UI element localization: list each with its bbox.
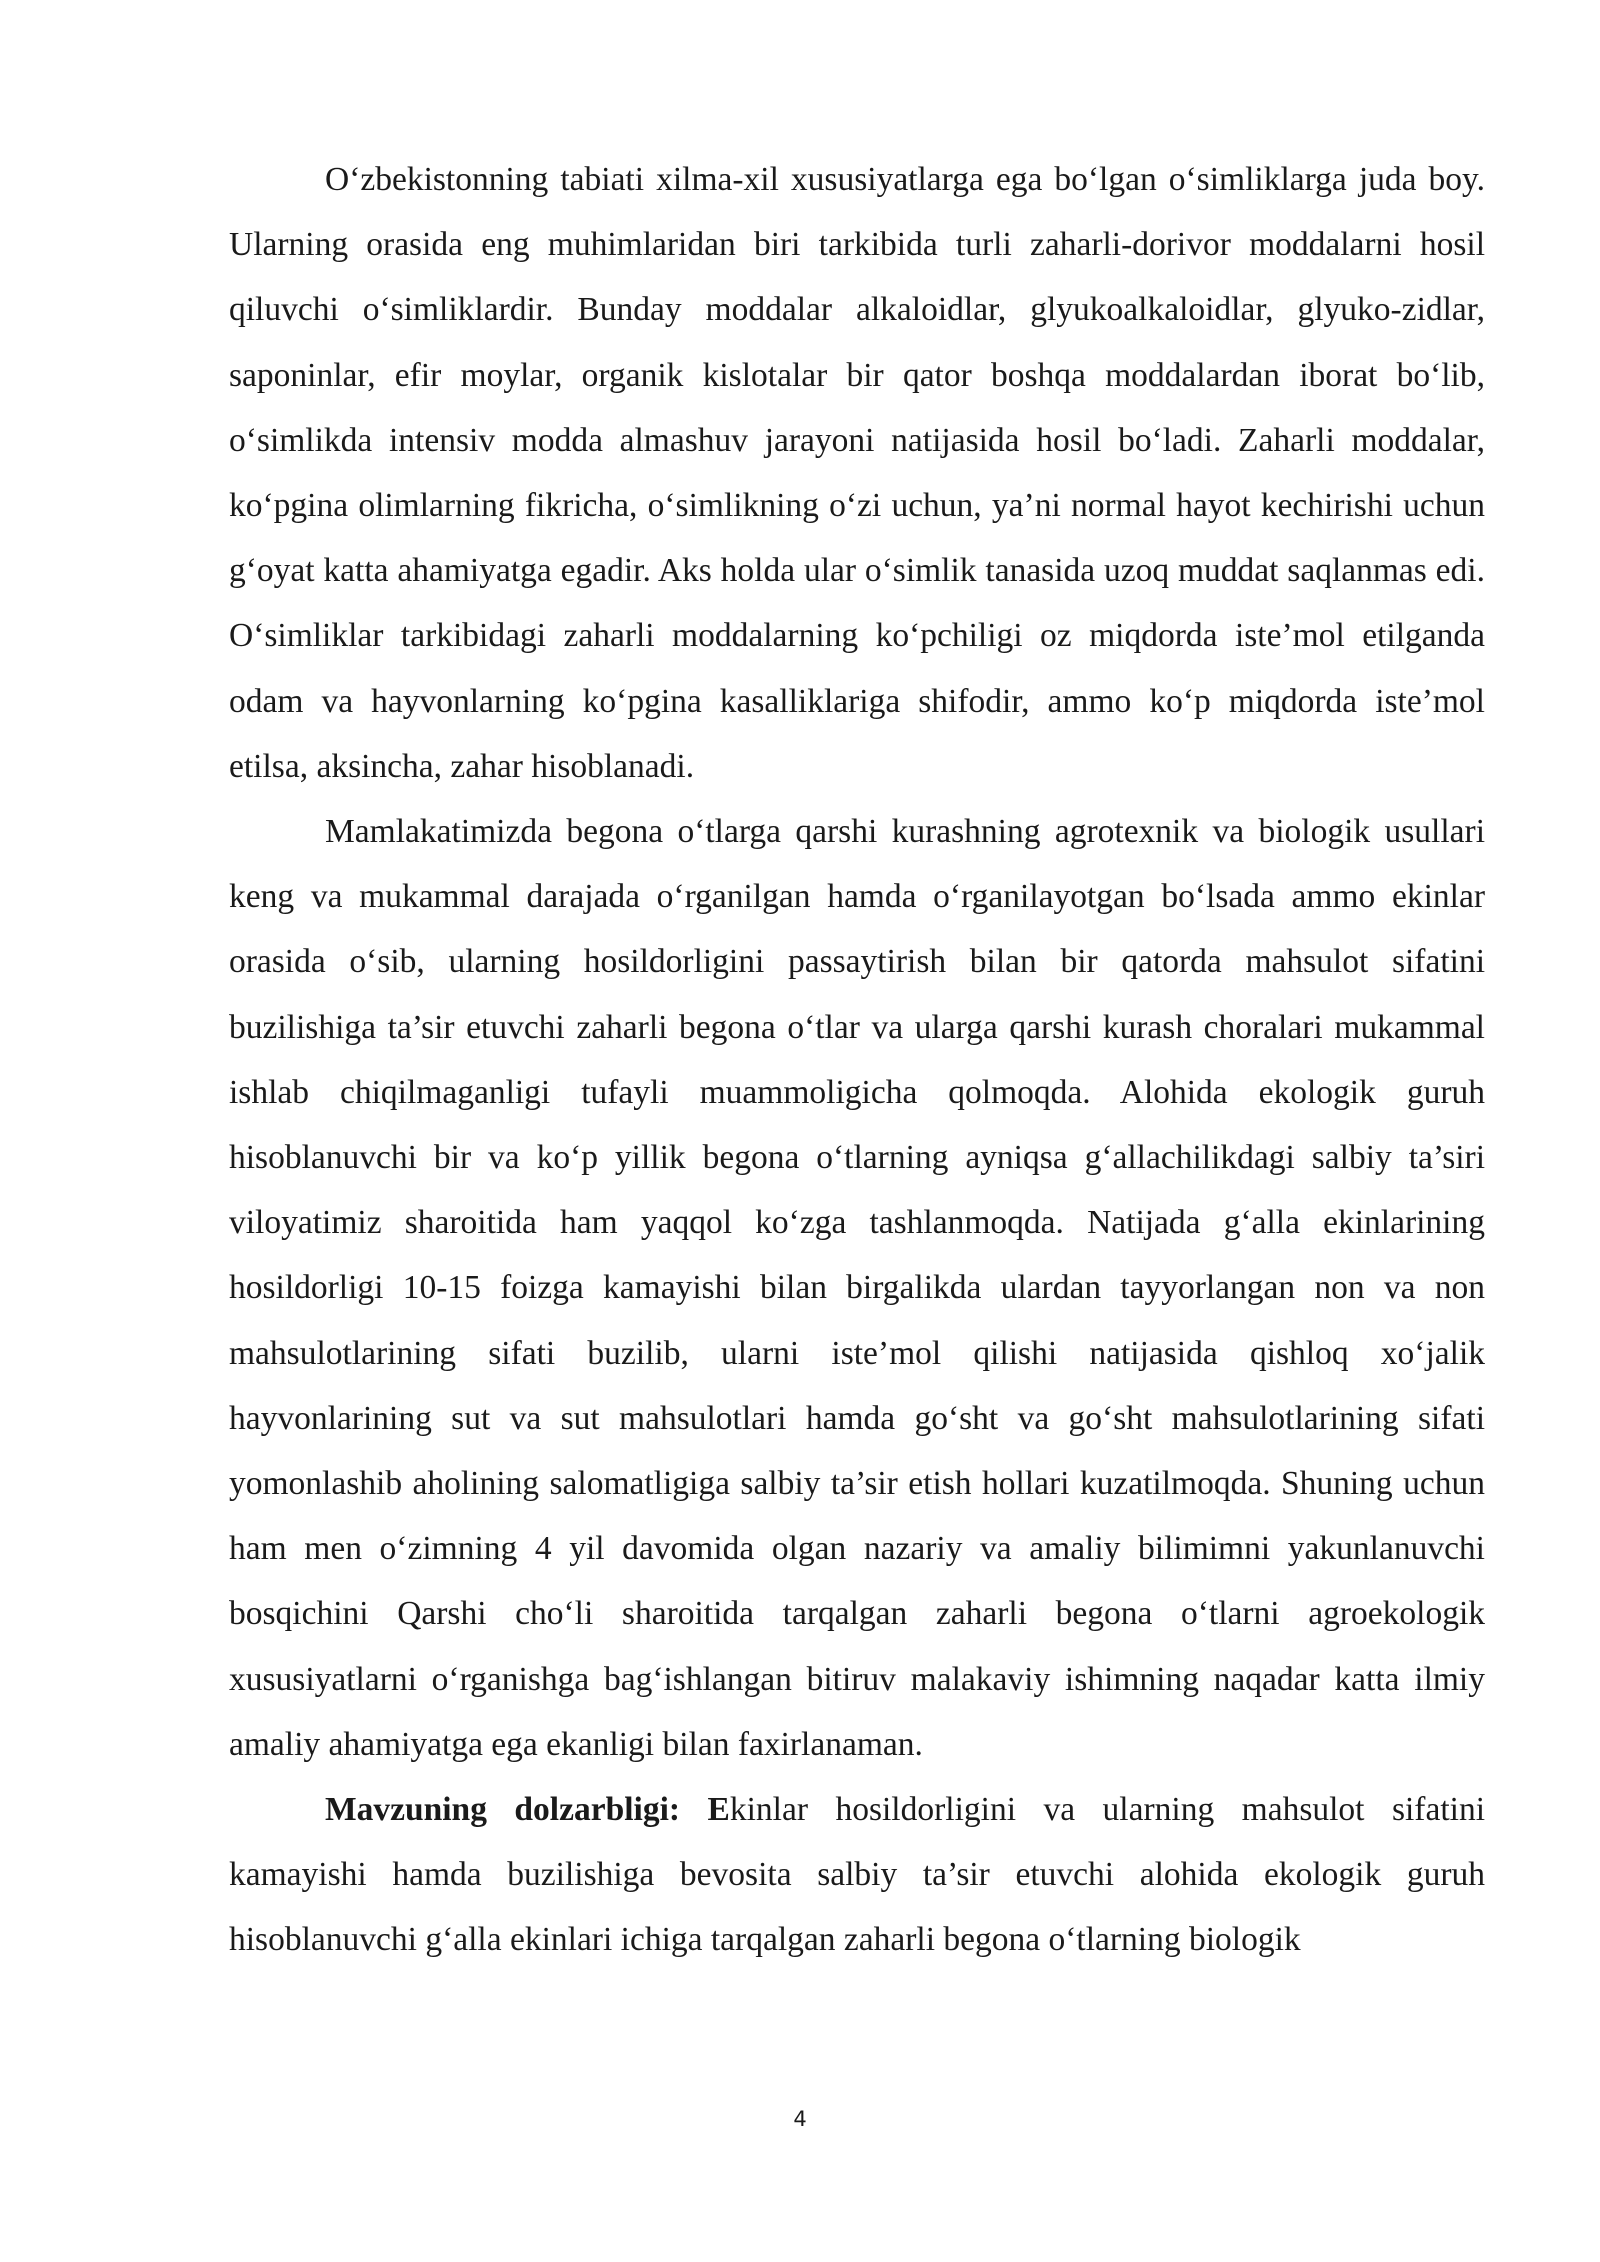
topicality-text: kinlar hosildorligini va ularning mahsulot sifatini kamayishi hamda buzilishiga bevosita salbiy ta’sir etuvchi alohida ekologik guruh hisoblanuvchi g‘alla ekinlari ichiga tarqalgan zaharli begona o‘tlarning biologik — [229, 1791, 1485, 1959]
paragraph-topicality — [229, 1777, 1485, 1973]
paragraph-weeds: Mamlakatimizda begona o‘tlarga qarshi kurashning agrotexnik va biologik usullari keng va mukammal darajada o‘rganilgan hamda o‘rganilayotgan bo‘lsada ammo ekinlar orasida o‘sib, ularning hosildorligini passaytirish bilan bir qatorda mahsulot sifatini buzilishiga ta’sir etuvchi zaharli begona o‘tlar va ularga qarshi kurash choralari mukammal ishlab chiqilmaganligi tufayli muammoligicha qolmoqda. Alohida ekologik guruh hisoblanuvchi bir va ko‘p yillik begona o‘tlarning ayniqsa g‘allachilikdagi salbiy ta’siri viloyatimiz sharoitida ham yaqqol ko‘zga tashlanmoqda. Natijada g‘alla ekinlarining hosildorligi 10-15 foizga kamayishi bilan birgalikda ulardan tayyorlangan non va non mahsulotlarining sifati buzilib, ularni iste’mol qilishi natijasida qishloq xo‘jalik hayvonlarining sut va sut mahsulotlari hamda go‘sht va go‘sht mahsulotlarining sifati yomonlashib aholining salomatligiga salbiy ta’sir etish hollari kuzatilmoqda. Shuning uchun ham men o‘zimning 4 yil davomida olgan nazariy va amaliy bilimimni yakunlanuvchi bosqichini Qarshi cho‘li sharoitida tarqalgan zaharli begona o‘tlarni agroekologik xususiyatlarni o‘rganishga bag‘ishlangan bitiruv malakaviy ishimning naqadar katta ilmiy amaliy ahamiyatga ega ekanligi bilan faxirlanaman. — [229, 813, 1485, 1763]
page-number: 4 — [793, 2107, 807, 2131]
paragraph-intro: O‘zbekistonning tabiati xilma-xil xususiyatlarga ega bo‘lgan o‘simliklarga juda boy. Ularning orasida eng muhimlaridan biri tarkibida turli zaharli-dorivor moddalarni hosil qiluvchi o‘simliklardir. Bunday moddalar alkaloidlar, glyukoalkaloidlar, glyuko-zidlar, saponinlar, efir moylar, organik kislotalar bir qator boshqa moddalardan iborat bo‘lib, o‘simlikda intensiv modda almashuv jarayoni natijasida hosil bo‘ladi. Zaharli moddalar, ko‘pgina olimlarning fikricha, o‘simlikning o‘zi uchun, ya’ni normal hayot kechirishi uchun g‘oyat katta ahamiyatga egadir. Aks holda ular o‘simlik tanasida uzoq muddat saqlanmas edi. O‘simliklar tarkibidagi zaharli moddalarning ko‘pchiligi oz miqdorda iste’mol etilganda odam va hayvonlarning ko‘pgina kasalliklariga shifodir, ammo ko‘p miqdorda iste’mol etilsa, aksincha, zahar hisoblanadi. — [229, 161, 1485, 785]
topicality-heading: Mavzuning dolzarbligi: E — [325, 1791, 730, 1829]
body-text — [229, 147, 1485, 1973]
